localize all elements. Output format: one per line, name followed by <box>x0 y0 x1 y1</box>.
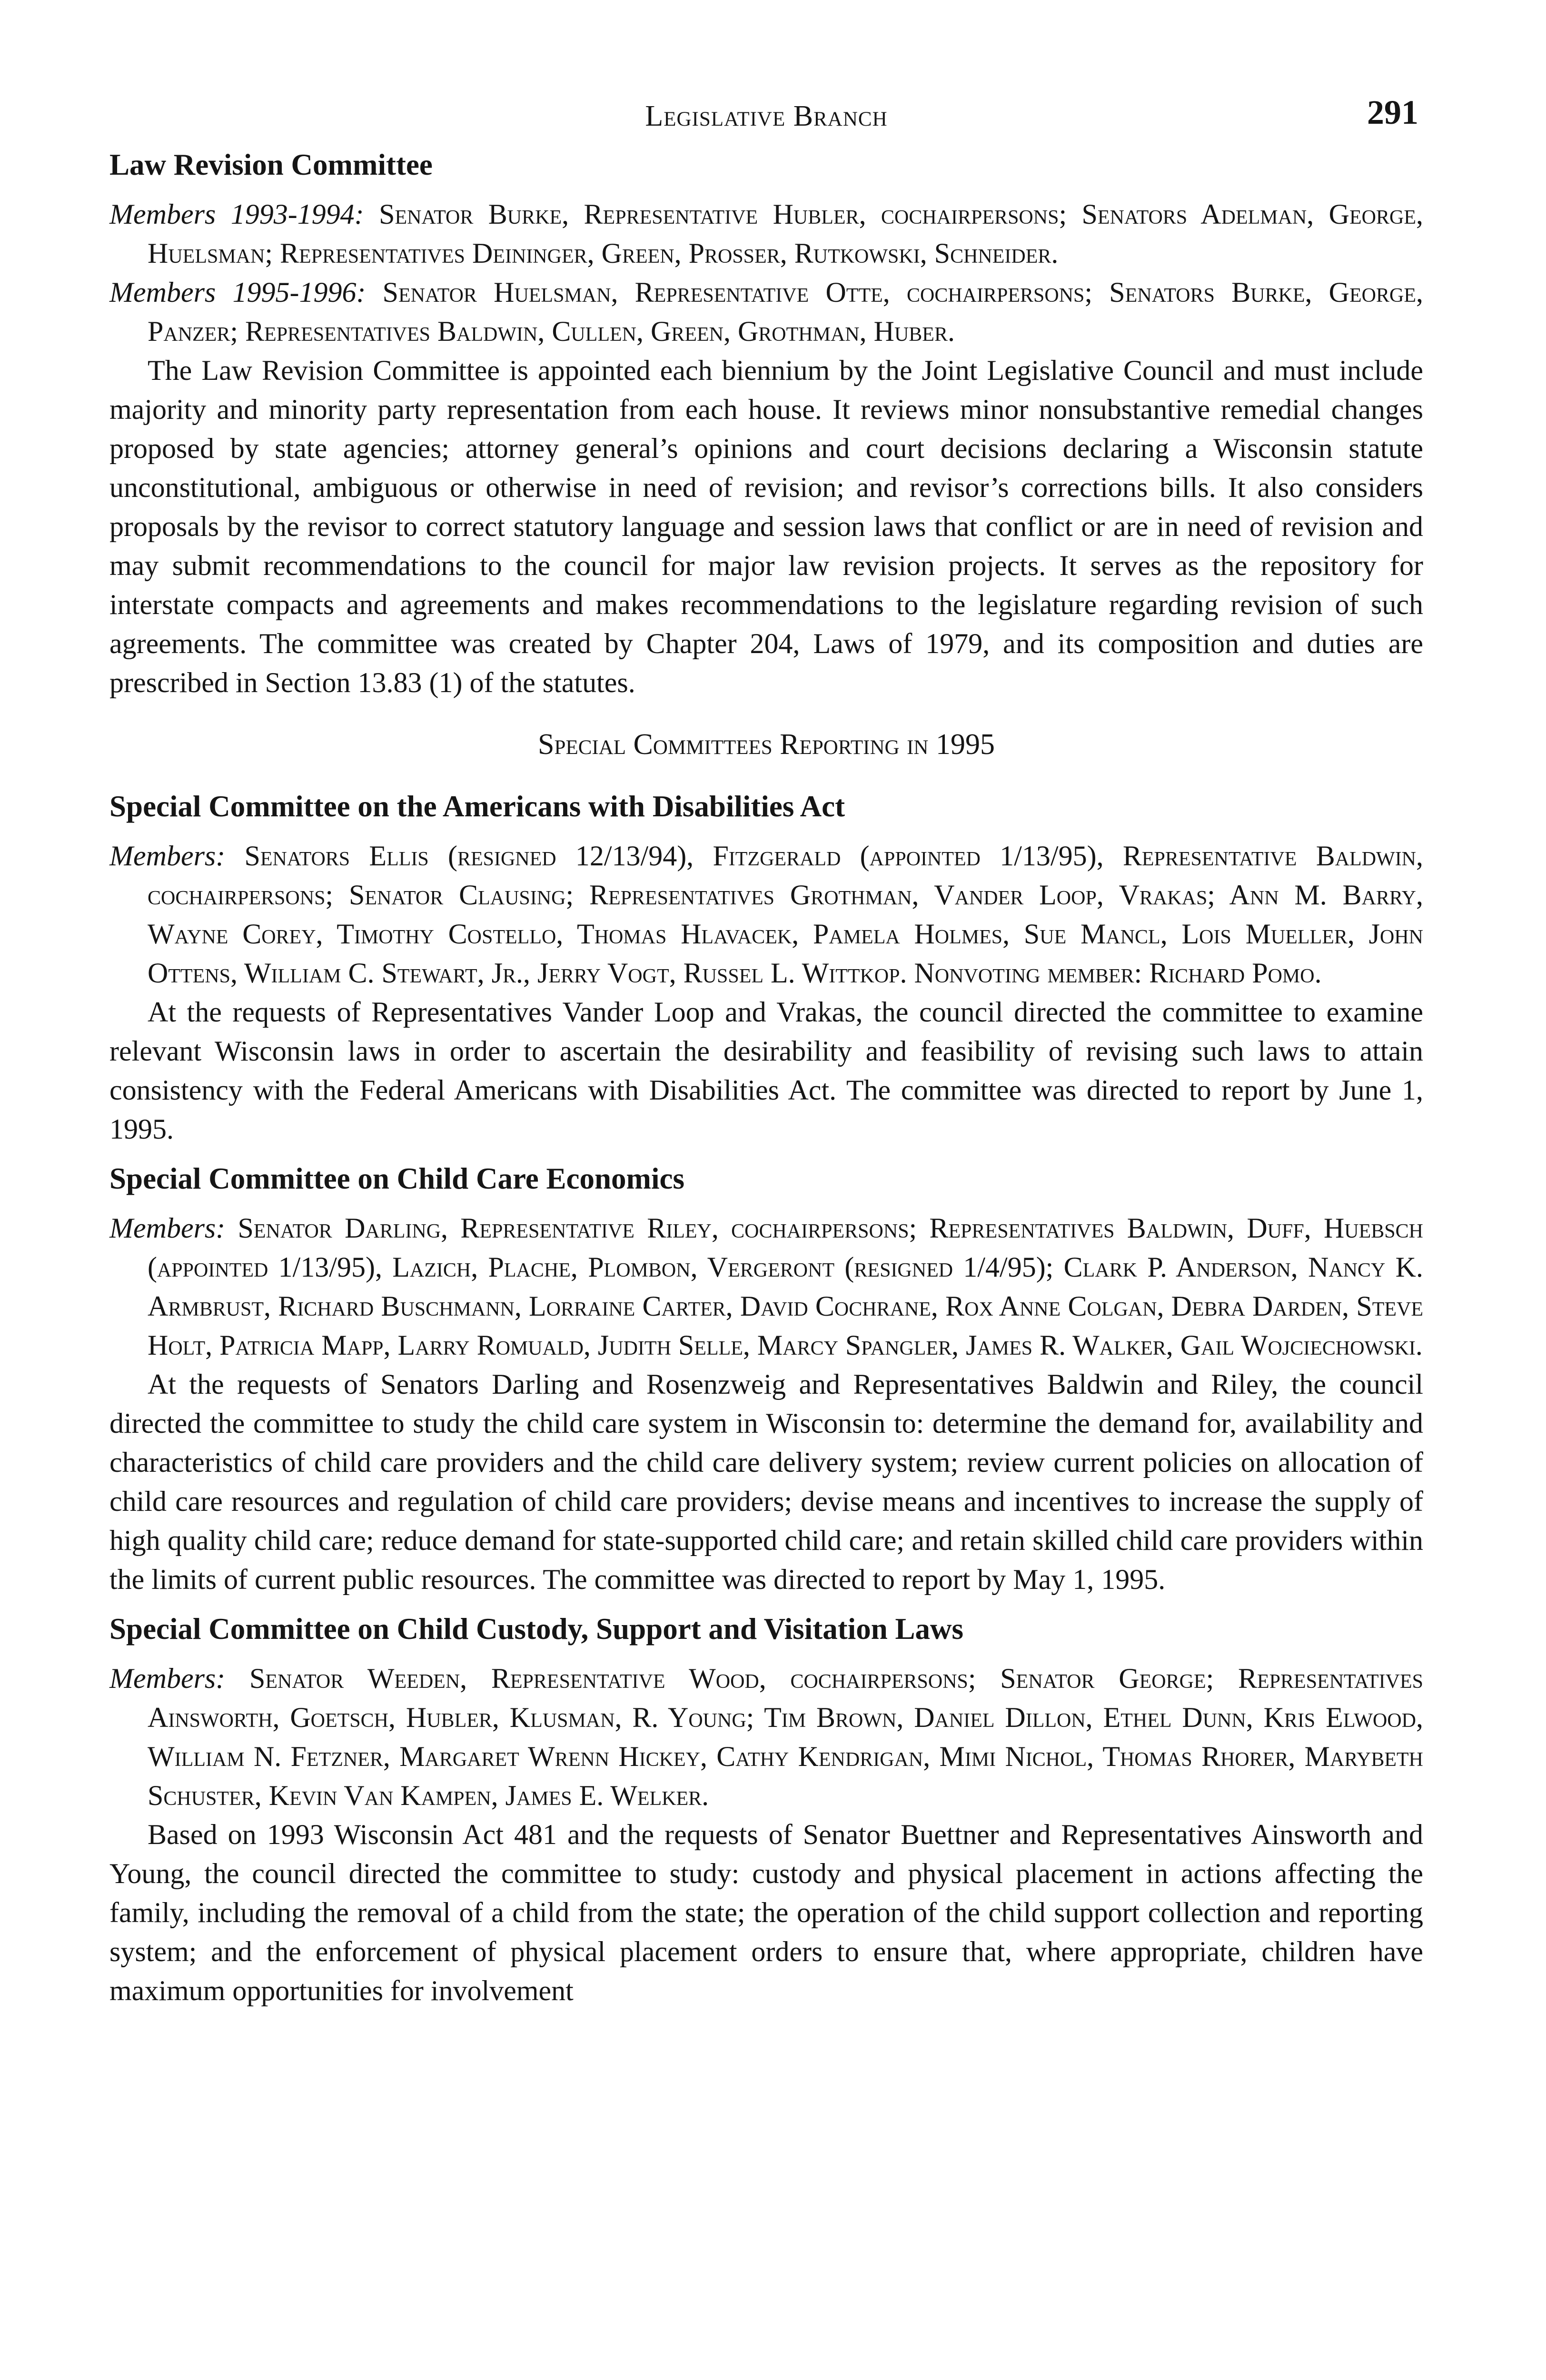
ada-committee-heading: Special Committee on the Americans with Disabilities Act <box>109 790 845 823</box>
custody-members-names: Senator Weeden, Representative Wood, cochairpersons; Senator George; Representatives Ainsworth, Goetsch, Hubler, Klusman, R. Young; Tim Brown, Daniel Dillon, Ethel Dunn, Kris Elwood, William N. Fetzner, Margaret Wrenn Hickey, Cathy Kendrigan, Mimi Nichol, Thomas Rhorer, Marybeth Schuster, Kevin Van Kampen, James E. Welker. <box>148 1663 1423 1811</box>
custody-members-label: Members: <box>109 1663 226 1694</box>
ada-committee-description: At the requests of Representatives Vander Loop and Vrakas, the council directed the committee to examine relevant Wisconsin laws in order to ascertain the desirability and feasibility of revising such laws to attain consistency with the Federal Americans with Disabilities Act. The committee was directed to report by June 1, 1995. <box>109 996 1423 1145</box>
members-1993-1994 <box>109 195 1423 273</box>
members-1993-names: Senator Burke, Representative Hubler, cochairpersons; Senators Adelman, George, Huelsman; Representatives Deininger, Green, Prosser, Rutkowski, Schneider. <box>148 198 1423 269</box>
law-revision-description: The Law Revision Committee is appointed each biennium by the Joint Legislative Council and must include majority and minority party representation from each house. It reviews minor nonsubstantive remedial changes proposed by state agencies; attorney general’s opinions and court decisions declaring a Wisconsin statute unconstitutional, ambiguous or otherwise in need of revision; and revisor’s corrections bills. It also considers proposals by the revisor to correct statutory language and session laws that conflict or are in need of revision and may submit recommendations to the council for major law revision projects. It serves as the repository for interstate compacts and agreements and makes recommendations to the legislature regarding revision of such agreements. The committee was created by Chapter 204, Laws of 1979, and its composition and duties are prescribed in Section 13.83 (1) of the statutes. <box>109 355 1423 698</box>
members-1995-label: Members 1995-1996: <box>109 277 366 308</box>
custody-committee-description: Based on 1993 Wisconsin Act 481 and the requests of Senator Buettner and Representatives Ainsworth and Young, the council directed the committee to study: custody and physical placement in actions affecting the family, including the removal of a child from the state; the operation of the child support collection and reporting system; and the enforcement of physical placement orders to ensure that, where appropriate, children have maximum opportunities for involvement <box>109 1819 1423 2006</box>
running-header <box>109 83 1423 145</box>
custody-committee-heading: Special Committee on Child Custody, Support and Visitation Laws <box>109 1612 964 1646</box>
child-care-committee-section <box>109 1159 1423 1599</box>
running-title: Legislative Branch <box>645 100 888 132</box>
ada-committee-section <box>109 787 1423 1149</box>
child-care-committee-members <box>109 1209 1423 1365</box>
custody-committee-members <box>109 1659 1423 1815</box>
child-care-committee-heading: Special Committee on Child Care Economics <box>109 1162 684 1195</box>
child-care-members-names: Senator Darling, Representative Riley, cochairpersons; Representatives Baldwin, Duff, Huebsch (appointed 1/13/95), Lazich, Plache, Plombon, Vergeront (resigned 1/4/95); Clark P. Anderson, Nancy K. Armbrust, Richard Buschmann, Lorraine Carter, David Cochrane, Rox Anne Colgan, Debra Darden, Steve Holt, Patricia Mapp, Larry Romuald, Judith Selle, Marcy Spangler, James R. Walker, Gail Wojciechowski. <box>148 1212 1423 1361</box>
members-1993-label: Members 1993-1994: <box>109 198 364 230</box>
ada-committee-members <box>109 836 1423 992</box>
child-care-members-label: Members: <box>109 1212 226 1244</box>
child-care-committee-description: At the requests of Senators Darling and Rosenzweig and Representatives Baldwin and Riley, the council directed the committee to study the child care system in Wisconsin to: determine the demand for, availability and characteristics of child care providers and the child care delivery system; review current policies on allocation of child care resources and regulation of child care providers; devise means and incentives to increase the supply of high quality child care; reduce demand for state-supported child care; and retain skilled child care providers within the limits of current public resources. The committee was directed to report by May 1, 1995. <box>109 1368 1423 1595</box>
members-1995-names: Senator Huelsman, Representative Otte, cochairpersons; Senators Burke, George, Panzer; Representatives Baldwin, Cullen, Green, Grothman, Huber. <box>148 277 1423 347</box>
custody-committee-section <box>109 1609 1423 2010</box>
members-1995-1996 <box>109 273 1423 351</box>
ada-members-names: Senators Ellis (resigned 12/13/94), Fitzgerald (appointed 1/13/95), Representative Baldwin, cochairpersons; Senator Clausing; Representatives Grothman, Vander Loop, Vrakas; Ann M. Barry, Wayne Corey, Timothy Costello, Thomas Hlavacek, Pamela Holmes, Sue Mancl, Lois Mueller, John Ottens, William C. Stewart, Jr., Jerry Vogt, Russel L. Wittkop. Nonvoting member: Richard Pomo. <box>148 840 1424 989</box>
ada-members-label: Members: <box>109 840 226 872</box>
document-page <box>109 83 1423 2010</box>
page-number: 291 <box>1367 93 1418 131</box>
special-committees-heading: Special Committees Reporting in 1995 <box>538 728 995 761</box>
law-revision-section <box>109 145 1423 702</box>
law-revision-heading: Law Revision Committee <box>109 148 433 181</box>
